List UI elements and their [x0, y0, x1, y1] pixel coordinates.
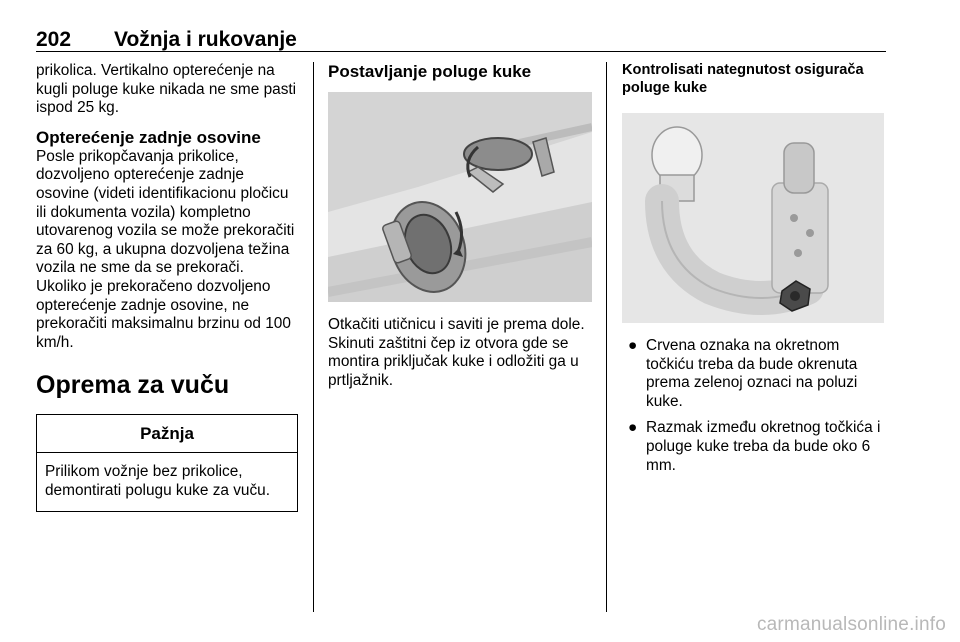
socket-drawing	[328, 92, 592, 302]
list-item-text: Crvena oznaka na okretnom točkiću treba da bude okrenuta prema zelenoj oznaci na poluzi kuke.	[646, 337, 858, 410]
caution-box	[36, 414, 298, 511]
list-item	[622, 337, 886, 411]
page-title: Vožnja i rukovanje	[114, 28, 297, 51]
column-middle	[328, 62, 592, 390]
list-item-text: Razmak između okretnog točkića i poluge kuke treba da bude oko 6 mm.	[646, 419, 881, 474]
page-header	[36, 22, 886, 52]
bullet-icon: ●	[628, 337, 638, 354]
check-tension-heading: Kontrolisati nategnutost osigurača poluge kuke	[622, 62, 864, 96]
column-divider	[313, 62, 314, 612]
bullet-icon: ●	[628, 419, 638, 437]
mounting-paragraph: Otkačiti utičnicu i saviti je prema dole. Skinuti zaštitni čep iz otvora gde se montira priključak kuke i odložiti ga u prtljažnik.	[328, 316, 585, 389]
socket-illustration	[328, 92, 592, 302]
towing-equipment-heading: Oprema za vuču	[36, 371, 230, 400]
column-left	[36, 62, 298, 512]
axle-load-paragraph: Posle prikopčavanja prikolice, dozvoljeno opterećenje zadnje osovine (videti identifikacionu pločicu ili dokumenta vozila) kompletno utovarenog vozila se može prekoračiti za 60 kg, a ukupna dozvoljena težina vozila ne sme da se prekorači. Ukoliko je prekoračeno dozvoljeno opterećenje zadnje osovine, ne prekoračiti maksimalnu brzinu od 100 km/h.	[36, 147, 295, 351]
towbar-illustration	[622, 113, 884, 323]
intro-paragraph: prikolica. Vertikalno opterećenje na kugli poluge kuke nikada ne sme pasti ispod 25 kg.	[36, 62, 297, 117]
column-right	[622, 62, 886, 483]
caution-text: Prilikom vožnje bez prikolice, demontirati polugu kuke za vuču.	[45, 463, 271, 499]
page-number: 202	[36, 28, 72, 51]
check-list	[622, 337, 886, 475]
mounting-heading: Postavljanje poluge kuke	[328, 62, 532, 81]
axle-load-heading: Opterećenje zadnje osovine	[36, 127, 261, 147]
towbar-drawing	[622, 113, 884, 323]
watermark: carmanualsonline.info	[756, 614, 946, 635]
column-divider	[606, 62, 607, 612]
caution-title: Pažnja	[37, 415, 297, 453]
list-item	[622, 419, 886, 475]
